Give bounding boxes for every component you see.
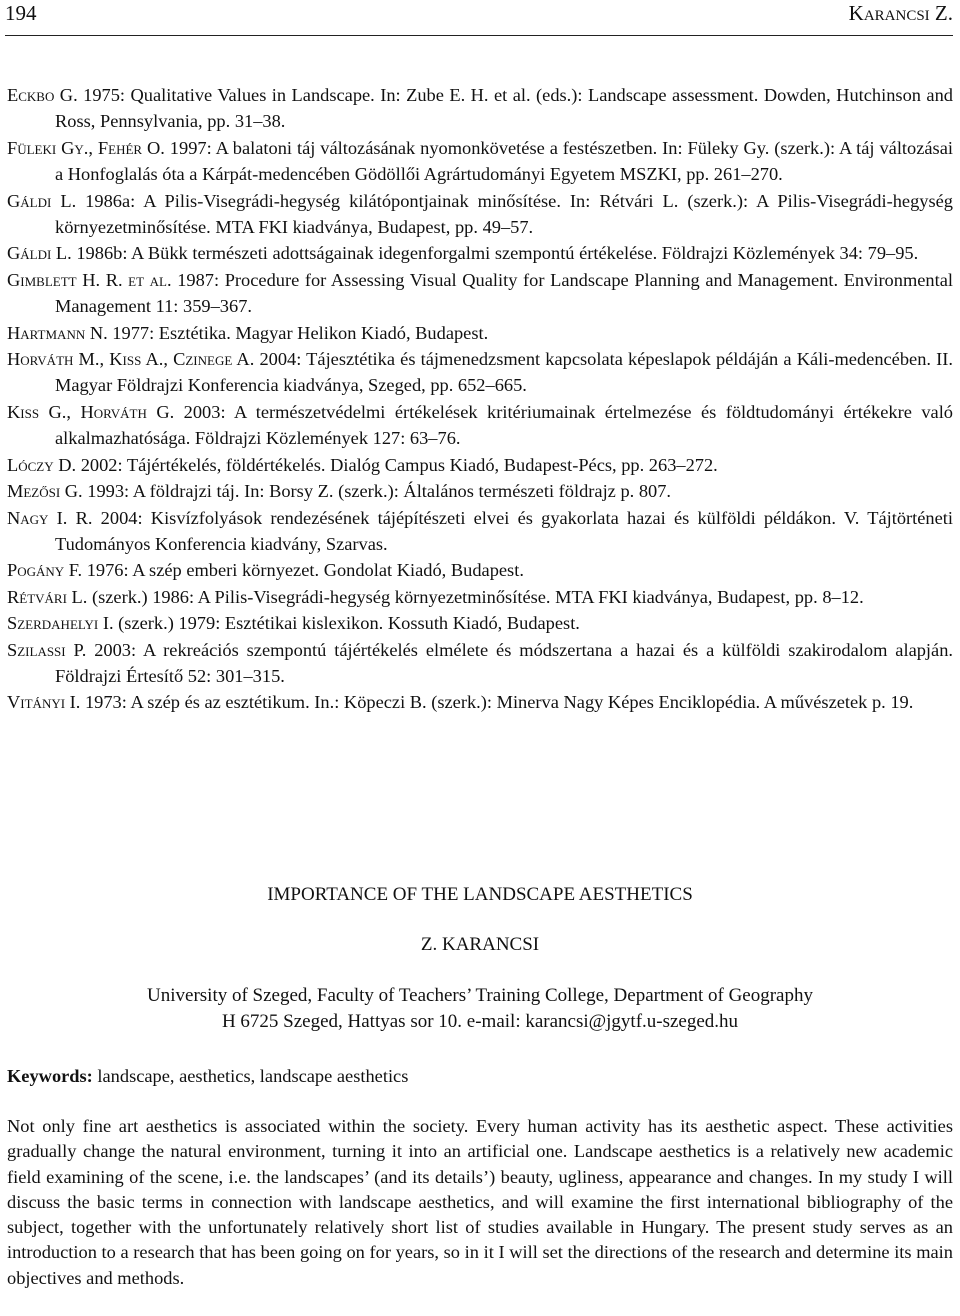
reference-text: (szerk.) 1979: Esztétikai kislexikon. Kossuth Kiadó, Budapest. [113, 613, 580, 634]
reference-author: Pogány F. [7, 560, 83, 581]
reference-item [7, 399, 953, 452]
reference-author: Gimblett H. R. et al. [7, 269, 172, 290]
reference-item [7, 82, 953, 135]
reference-text: 1973: A szép és az esztétikum. In.: Köpeczi B. (szerk.): Minerva Nagy Képes Enciklopédia. A művészetek p. 19. [80, 692, 914, 713]
reference-text: 1976: A szép emberi környezet. Gondolat Kiadó, Budapest. [82, 560, 524, 581]
reference-author: Szilassi P. [7, 639, 87, 660]
reference-item [7, 610, 953, 636]
reference-author: Rétvári L. [7, 586, 88, 607]
reference-list [7, 82, 953, 716]
reference-author: Horváth M., Kiss A., Czinege A. [7, 349, 255, 370]
summary-affiliation: University of Szeged, Faculty of Teachers’ Training College, Department of Geography [147, 985, 813, 1006]
reference-item [7, 452, 953, 478]
reference-text: 1986b: A Bükk természeti adottságainak idegenforgalmi szempontú értékelése. Földrajzi Közlemények 34: 79–95. [71, 243, 919, 264]
reference-item [7, 240, 953, 266]
reference-author: Szerdahelyi I. [7, 613, 114, 634]
reference-item [7, 584, 953, 610]
page-number: 194 [5, 1, 37, 25]
keywords-line [7, 1063, 408, 1089]
reference-text: 1975: Qualitative Values in Landscape. In: Zube E. H. et al. (eds.): Landscape assessment. Dowden, Hutchinson and Ross, Pennsylvania, pp. 31–38. [55, 85, 953, 132]
reference-text: 2002: Tájértékelés, földértékelés. Dialóg Campus Kiadó, Budapest-Pécs, pp. 263–272. [76, 454, 718, 475]
reference-author: Gáldi L. [7, 243, 72, 264]
summary-address: H 6725 Szeged, Hattyas sor 10. e-mail: karancsi@jgytf.u-szeged.hu [221, 1011, 739, 1032]
reference-item [7, 557, 953, 583]
keywords-value: landscape, aesthetics, landscape aesthetics [92, 1066, 409, 1086]
reference-author: Vitányi I. [7, 692, 81, 713]
running-head: Karancsi Z. [848, 1, 953, 25]
reference-item [7, 320, 953, 346]
reference-item [7, 689, 953, 715]
reference-text: 1987: Procedure for Assessing Visual Quality for Landscape Planning and Management. Environmental Management 11: 359–367. [55, 269, 953, 317]
reference-author: Hartmann N. [7, 322, 108, 343]
reference-author: Lóczy D. [7, 454, 77, 475]
english-summary-heading [0, 882, 960, 1035]
reference-item [7, 346, 953, 399]
reference-item [7, 505, 953, 558]
reference-item [7, 637, 953, 690]
reference-item [7, 267, 953, 320]
reference-text: 1993: A földrajzi táj. In: Borsy Z. (szerk.): Általános természeti földrajz p. 807. [82, 481, 672, 502]
reference-item [7, 135, 953, 188]
abstract-paragraph: Not only fine art aesthetics is associated within the society. Every human activity has its aesthetic aspect. These activities gradually change the natural environment, turning it into an artificial one. Landscape aesthetics is a relatively new academic field examining of the scene, i.e. the landscapes’ (and its details’) beauty, ugliness, appearance and changes. In my study I will discuss the basic terms in connection with landscape aesthetics, and will examine the first international bibliography of the subject, together with the unfortunately relatively short list of studies available in Hungary. The present study serves as an introduction to a research that has been going on for years, so in it I will set the directions of the research and determine its main objectives and methods. [7, 1116, 953, 1288]
reference-text: (szerk.) 1986: A Pilis-Visegrádi-hegység környezetminősítése. MTA FKI kiadványa, Budapest, pp. 8–12. [87, 586, 864, 607]
reference-text: 2004: Tájesztétika és tájmenedzsment kapcsolata képeslapok példáján a Káli-medencében. II. Magyar Földrajzi Konferencia kiadványa, Szeged, pp. 652–665. [55, 349, 953, 396]
page-header [5, 0, 953, 36]
reference-text: 2004: Kisvízfolyások rendezésének tájépítészeti elvei és gyakorlata hazai és külföldi példákon. V. Tájtörténeti Tudományos Konferencia kiadvány, Szarvas. [55, 507, 953, 554]
summary-author: Z. KARANCSI [420, 934, 540, 955]
reference-author: Mezősi G. [7, 481, 83, 502]
reference-text: 1986a: A Pilis-Visegrádi-hegység kilátópontjainak minősítése. In: Rétvári L. (szerk.): A Pilis-Visegrádi-hegység környezetminősítése. MTA FKI kiadványa, Budapest, pp. 49–57. [55, 190, 953, 238]
reference-author: Füleki Gy., Fehér O. [7, 137, 165, 158]
summary-title: IMPORTANCE OF THE LANDSCAPE AESTHETICS [267, 884, 693, 905]
reference-item [7, 478, 953, 504]
reference-author: Eckbo G. [7, 85, 78, 105]
reference-text: 1977: Esztétika. Magyar Helikon Kiadó, Budapest. [107, 322, 489, 343]
reference-text: 2003: A természetvédelmi értékelések kritériumainak értelmezése és földtudományi értékekre való alkalmazhatósága. Földrajzi Közlemények 127: 63–76. [55, 401, 954, 449]
reference-item [7, 188, 953, 241]
reference-text: 1997: A balatoni táj változásának nyomonkövetése a festészetben. In: Füleky Gy. (szerk.): A táj változásai a Honfoglalás óta a Kárpát-medencében Gödöllői Agrártudományi Egyetem MSZKI, pp. 261–270. [55, 137, 953, 185]
reference-author: Gáldi L. [7, 190, 77, 211]
reference-author: Kiss G., Horváth G. [7, 401, 175, 422]
keywords-label: Keywords: [7, 1066, 93, 1086]
reference-author: Nagy I. R. [7, 507, 93, 528]
reference-text: 2003: A rekreációs szempontú tájértékelés elmélete és módszertana a hazai és a külföldi szakirodalom alapján. Földrajzi Értesítő 52: 301–315. [55, 639, 953, 686]
